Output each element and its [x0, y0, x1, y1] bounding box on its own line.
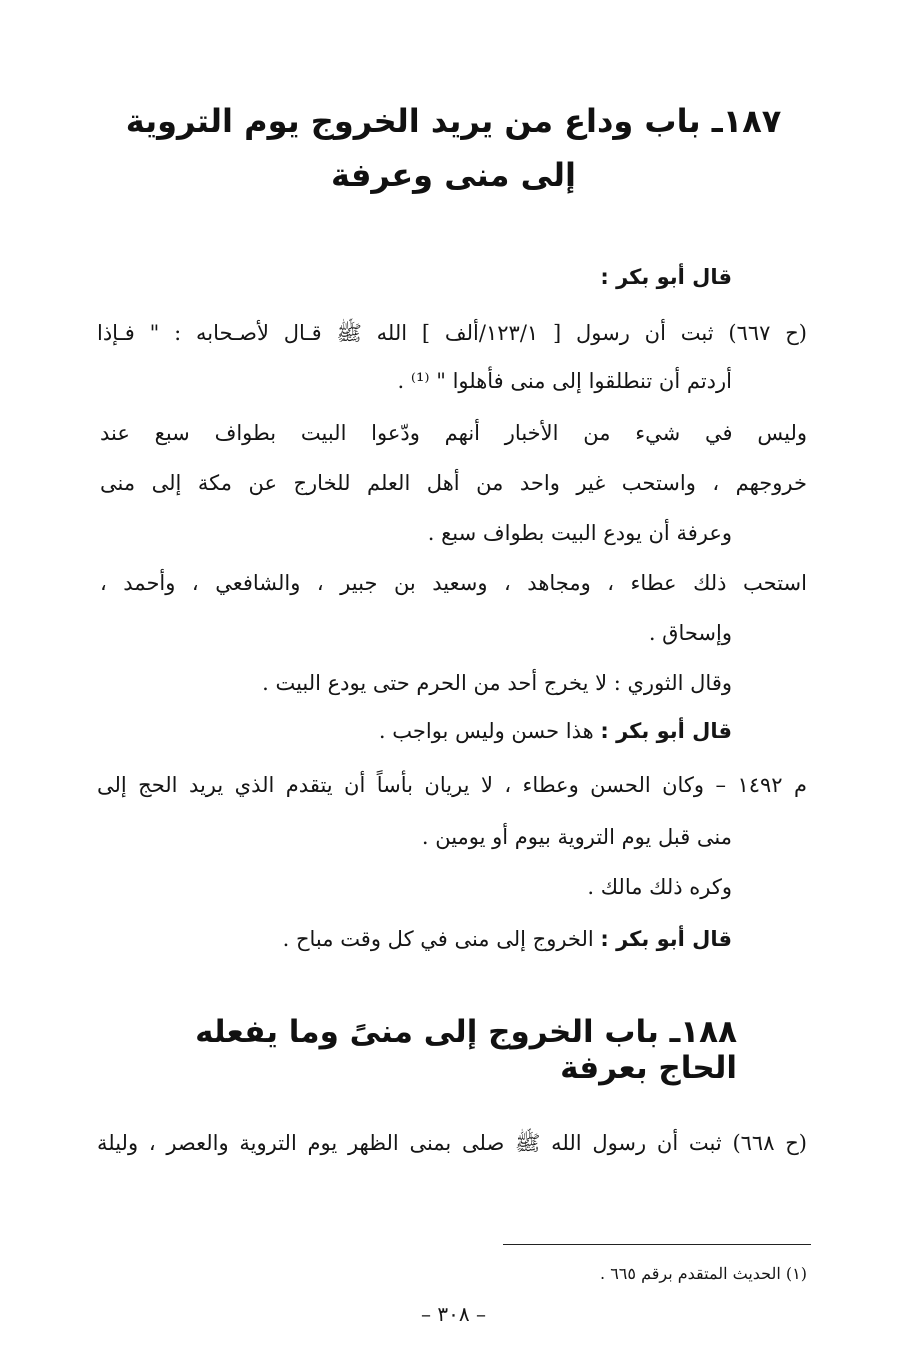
speaker-label: قال أبو بكر : [600, 927, 732, 951]
speaker-label: قال أبو بكر : [600, 265, 732, 289]
footnote: (١) الحديث المتقدم برقم ٦٦٥ . [600, 1264, 807, 1283]
paragraph-line: وعرفة أن يودع البيت بطواف سبع . [427, 521, 732, 545]
chapter-187-title-line1: ١٨٧ـ باب وداع من يريد الخروج يوم التروية [125, 102, 782, 140]
paragraph-line: وقال الثوري : لا يخرج أحد من الحرم حتى يودع البيت . [262, 671, 732, 695]
speaker-label: قال أبو بكر : [600, 719, 732, 743]
paragraph-line: وإسحاق . [648, 621, 732, 645]
footnote-divider [503, 1244, 811, 1245]
author-comment [100, 924, 732, 956]
hadith-667-line1: (ح ٦٦٧) ثبت أن رسول [ ١٢٣/١/ألف ] الله ﷺ قـال لأصـحابه : " فـإذا [97, 321, 807, 345]
chapter-187-title-line2: إلى منى وعرفة [331, 156, 576, 194]
masala-1492-line1: م ١٤٩٢ – وكان الحسن وعطاء ، لا يريان بأساً أن يتقدم الذي يريد الحج إلى [97, 773, 807, 797]
paragraph-line: وليس في شيء من الأخبار أنهم ودّعوا البيت بطواف سبع عند [100, 421, 807, 445]
paragraph-line: استحب ذلك عطاء ، ومجاهد ، وسعيد بن جبير ، والشافعي ، وأحمد ، [100, 571, 807, 595]
page-number: – ٣٠٨ – [421, 1302, 486, 1326]
paragraph-line: وكره ذلك مالك . [587, 875, 732, 899]
comment-text: هذا حسن وليس بواجب . [378, 719, 601, 743]
intro-paragraph [100, 262, 732, 294]
author-comment [100, 716, 732, 748]
paragraph-line: خروجهم ، واستحب غير واحد من أهل العلم للخارج عن مكة إلى منى [100, 471, 807, 495]
hadith-667-line2: أردتم أن تنطلقوا إلى منى فأهلوا " ⁽¹⁾ . [397, 369, 732, 393]
hadith-668-line1: (ح ٦٦٨) ثبت أن رسول الله ﷺ صلى بمنى الظهر يوم التروية والعصر ، وليلة [97, 1131, 807, 1155]
masala-1492-line2: منى قبل يوم التروية بيوم أو يومين . [421, 825, 732, 849]
comment-text: الخروج إلى منى في كل وقت مباح . [282, 927, 601, 951]
chapter-188-title: ١٨٨ـ باب الخروج إلى منىً وما يفعله الحاج بعرفة [195, 1014, 737, 1086]
